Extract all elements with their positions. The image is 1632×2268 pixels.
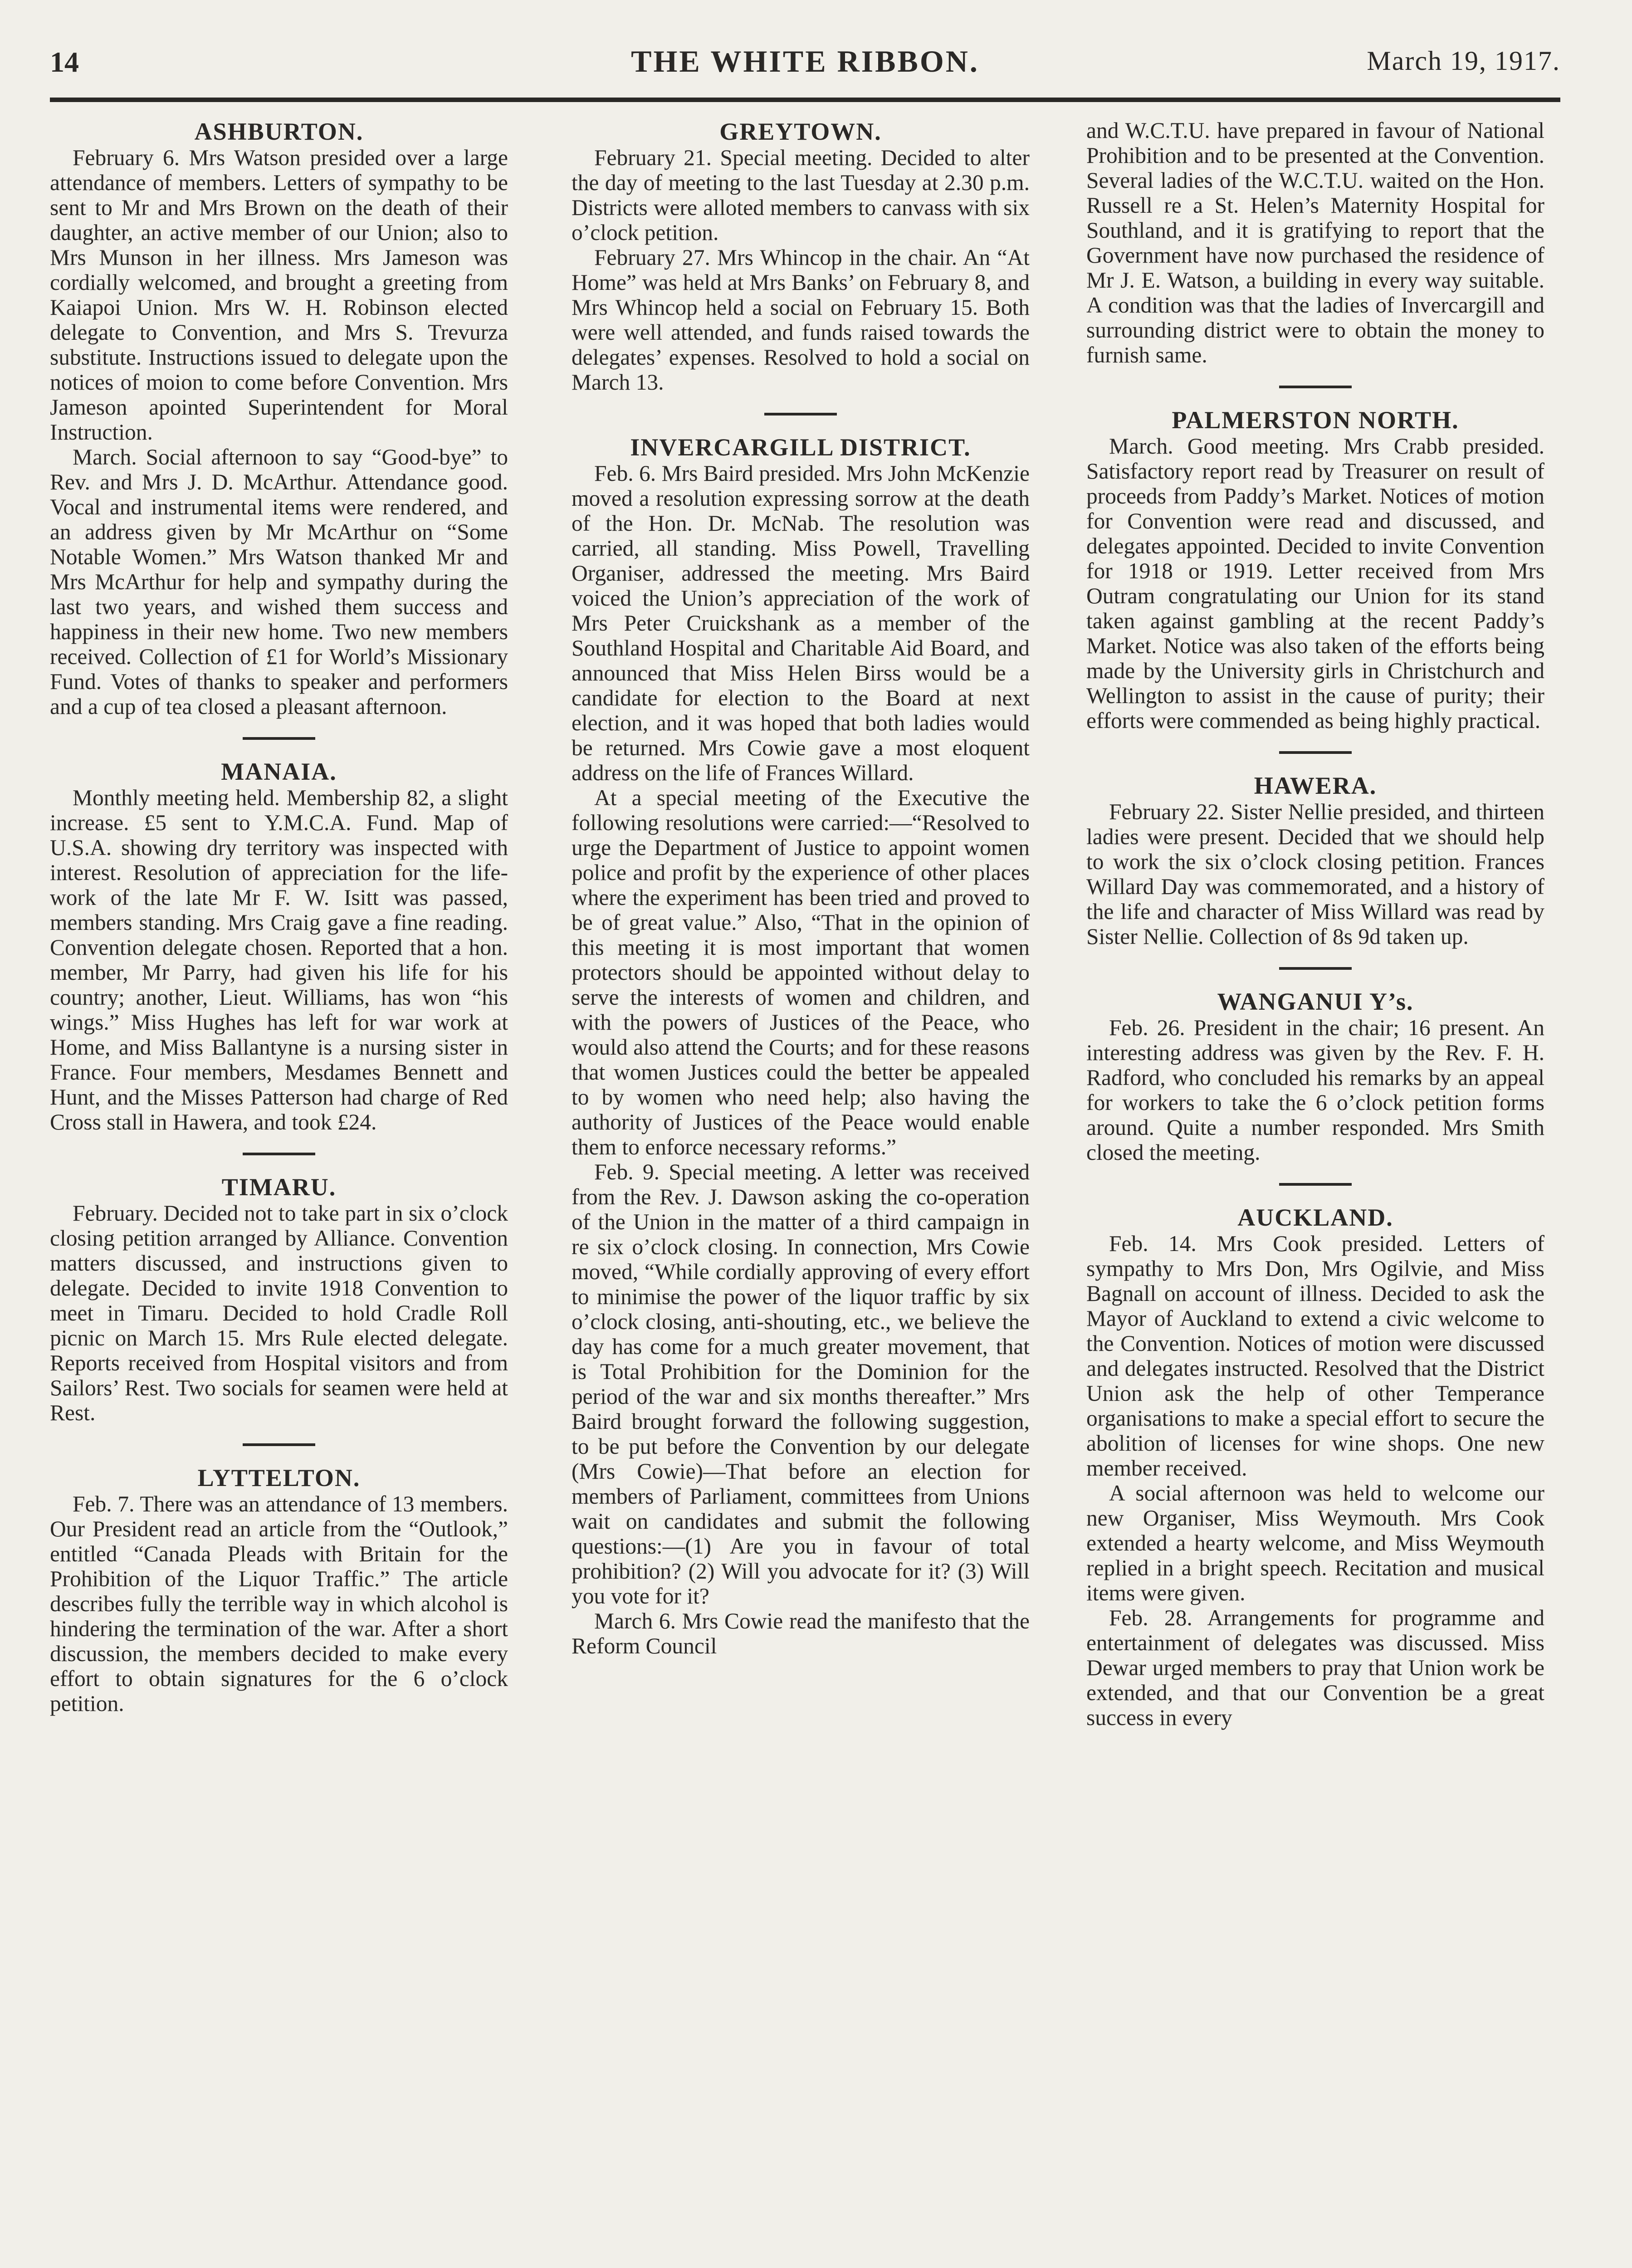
section-title: PALMERSTON NORTH. [1172,406,1459,434]
section-paragraph: February 21. Special meeting. Decided to alter the day of meeting to the last Tuesday at 2.30 p.m. Districts were alloted members to canvass with six o’clock petition. [572,145,1030,245]
article-section [50,118,508,719]
section-paragraph: February 6. Mrs Watson presided over a large attendance of members. Letters of sympathy to be sent to Mr and Mrs Brown on the death of their daughter, an active member of our Union; also to Mrs Munson in her illness. Mrs Jameson was cordially welcomed, and brought a greeting from Kaiapoi Union. Mrs W. H. Robinson elected delegate to Convention, and Mrs S. Trevurza substitute. Instructions issued to delegate upon the notices of moion to come before Convention. Mrs Jameson apointed Superintendent for Moral Instruction. [50,145,508,445]
section-title: GREYTOWN. [719,118,882,145]
section-paragraph: Monthly meeting held. Membership 82, a slight increase. £5 sent to Y.M.C.A. Fund. Map of U.S.A. showing dry territory was inspected with interest. Resolution of appreciation for the life-work of the late Mr F. W. Isitt was passed, members standing. Mrs Craig gave a fine reading. Convention delegate chosen. Reported that a hon. member, Mr Parry, had given his life for his country; another, Lieut. Williams, has won “his wings.” Miss Hughes has left for war work at Home, and Miss Ballantyne is a nursing sister in France. Four members, Mesdames Bennett and Hunt, and the Misses Patterson had charge of Red Cross stall in Hawera, and took £24. [50,785,508,1134]
section-divider [1279,967,1352,970]
section-title: MANAIA. [221,758,337,785]
column-3 [1086,118,1544,1730]
section-paragraph: Feb. 9. Special meeting. A letter was received from the Rev. J. Dawson asking the co-operation of the Union in the matter of a third campaign in re six o’clock closing. In connection, Mrs Cowie moved, “While cordially approving of every effort to minimise the power of the liquor traffic by six o’clock closing, anti-shouting, etc., we believe the day has come for a much greater movement, that is Total Prohibition for the Dominion for the period of the war and six months thereafter.” Mrs Baird brought forward the following suggestion, to be put before the Convention by our delegate (Mrs Cowie)—That before an election for members of Parliament, committees from Unions wait on candidates and submit the following questions:—(1) Are you in favour of total prohibition? (2) Will you advocate for it? (3) Will you vote for it? [572,1159,1030,1608]
section-divider [1279,1183,1352,1186]
section-paragraph: A social afternoon was held to welcome our new Organiser, Miss Weymouth. Mrs Cook extended a hearty welcome, and Miss Weymouth replied in a bright speech. Recitation and musical items were given. [1086,1481,1544,1605]
section-title: TIMARU. [221,1173,337,1201]
section-paragraph: March. Social afternoon to say “Good-bye” to Rev. and Mrs J. D. McArthur. Attendance good. Vocal and instrumental items were rendered, and an address given by Mr McArthur on “Some Notable Women.” Mrs Watson thanked Mr and Mrs McArthur for help and sympathy during the last two years, and wished them success and happiness in their new home. Two new members received. Collection of £1 for World’s Missionary Fund. Votes of thanks to speaker and performers and a cup of tea closed a pleasant afternoon. [50,445,508,719]
header-rule [50,98,1560,102]
article-section [572,118,1030,395]
section-divider [1279,386,1352,388]
article-section [1086,1204,1544,1730]
page-number: 14 [50,46,79,78]
article-section [50,758,508,1134]
section-title: AUCKLAND. [1237,1204,1393,1231]
section-divider [243,1153,315,1155]
section-title: ASHBURTON. [194,118,364,145]
section-paragraph: Feb. 14. Mrs Cook presided. Letters of sympathy to Mrs Don, Mrs Ogilvie, and Miss Bagnall on account of illness. Decided to ask the Mayor of Auckland to extend a civic welcome to the Convention. Notices of motion were discussed and delegates instructed. Resolved that the District Union ask the help of other Temperance organisations to make a special effort to secure the abolition of licenses for wine shops. One new member received. [1086,1231,1544,1481]
section-title: HAWERA. [1254,772,1377,799]
article-section [1086,988,1544,1165]
section-title: WANGANUI Y’s. [1217,988,1414,1015]
section-paragraph: Feb. 6. Mrs Baird presided. Mrs John McKenzie moved a resolution expressing sorrow at the death of the Hon. Dr. McNab. The resolution was carried, all standing. Miss Powell, Travelling Organiser, addressed the meeting. Mrs Baird voiced the Union’s appreciation of the work of Mrs Peter Cruickshank as a member of the Southland Hospital and Charitable Aid Board, and announced that Miss Helen Birss would be a candidate for election to the Board at next election, and it was hoped that both ladies would be returned. Mrs Cowie gave a most eloquent address on the life of Frances Willard. [572,461,1030,785]
section-paragraph: February. Decided not to take part in six o’clock closing petition arranged by Alliance. Convention matters discussed, and instructions given to delegate. Decided to invite 1918 Convention to meet in Timaru. Decided to hold Cradle Roll picnic on March 15. Mrs Rule elected delegate. Reports received from Hospital visitors and from Sailors’ Rest. Two socials for seamen were held at Rest. [50,1201,508,1425]
section-paragraph: Feb. 28. Arrangements for programme and entertainment of delegates was discussed. Miss Dewar urged members to pray that Union work be extended, and that our Convention be a great success in every [1086,1605,1544,1730]
section-paragraph: February 27. Mrs Whincop in the chair. An “At Home” was held at Mrs Banks’ on February 8, and Mrs Whincop held a social on February 15. Both were well attended, and funds raised towards the delegates’ expenses. Resolved to hold a social on March 13. [572,245,1030,395]
article-section [572,434,1030,1658]
section-divider [243,1443,315,1446]
section-title: LYTTELTON. [197,1464,361,1491]
section-divider [1279,751,1352,754]
section-paragraph: Feb. 7. There was an attendance of 13 members. Our President read an article from the “Outlook,” entitled “Canada Pleads with Britain for the Prohibition of the Liquor Traffic.” The article describes fully the terrible way in which alcohol is hindering the termination of the war. After a short discussion, the members decided to make every effort to obtain signatures for the 6 o’clock petition. [50,1491,508,1716]
section-paragraph: At a special meeting of the Executive the following resolutions were carried:—“Resolved to urge the Department of Justice to appoint women police and profit by the experience of other places where the experiment has been tried and proved to be of great value.” Also, “That in the opinion of this meeting it is most important that women protectors should be appointed without delay to serve the interests of women and children, and with the powers of Justices of the Peace, who would also attend the Courts; and for these reasons that women Justices could the better be appealed to by women who need help; also having the authority of Justices of the Peace would enable them to enforce necessary reforms.” [572,785,1030,1159]
article-section [1086,406,1544,733]
section-paragraph: February 22. Sister Nellie presided, and thirteen ladies were present. Decided that we should help to work the six o’clock closing petition. Frances Willard Day was commemorated, and a history of the life and character of Miss Willard was read by Sister Nellie. Collection of 8s 9d taken up. [1086,799,1544,949]
section-paragraph: March 6. Mrs Cowie read the manifesto that the Reform Council [572,1608,1030,1658]
journal-title: THE WHITE RIBBON. [631,44,979,78]
issue-date: March 19, 1917. [1367,46,1560,76]
column-2 [572,118,1030,1658]
section-paragraph: and W.C.T.U. have prepared in favour of National Prohibition and to be presented at the Convention. Several ladies of the W.C.T.U. waited on the Hon. Russell re a St. Helen’s Maternity Hospital for Southland, and it is gratifying to report that the Government have now purchased the residence of Mr J. E. Watson, a building in every way suitable. A condition was that the ladies of Invercargill and surrounding district were to obtain the money to furnish same. [1086,118,1544,367]
section-title: INVERCARGILL DISTRICT. [630,434,971,461]
section-divider [243,737,315,740]
article-section [50,1173,508,1425]
section-paragraph: Feb. 26. President in the chair; 16 present. An interesting address was given by the Rev. F. H. Radford, who concluded his remarks by an appeal for workers to take the 6 o’clock petition forms around. Quite a number responded. Mrs Smith closed the meeting. [1086,1015,1544,1165]
section-paragraph: March. Good meeting. Mrs Crabb presided. Satisfactory report read by Treasurer on result of proceeds from Paddy’s Market. Notices of motion for Convention were read and discussed, and delegates appointed. Decided to invite Convention for 1918 or 1919. Letter received from Mrs Outram congratulating our Union for its stand taken against gambling at the recent Paddy’s Market. Notice was also taken of the efforts being made by the University girls in Christchurch and Wellington to assist in the cause of purity; their efforts were commended as being highly practical. [1086,434,1544,733]
article-section [1086,772,1544,949]
column-1 [50,118,508,1716]
section-divider [764,413,837,415]
page-header [50,41,1560,86]
article-section [1086,118,1544,367]
article-section [50,1464,508,1716]
